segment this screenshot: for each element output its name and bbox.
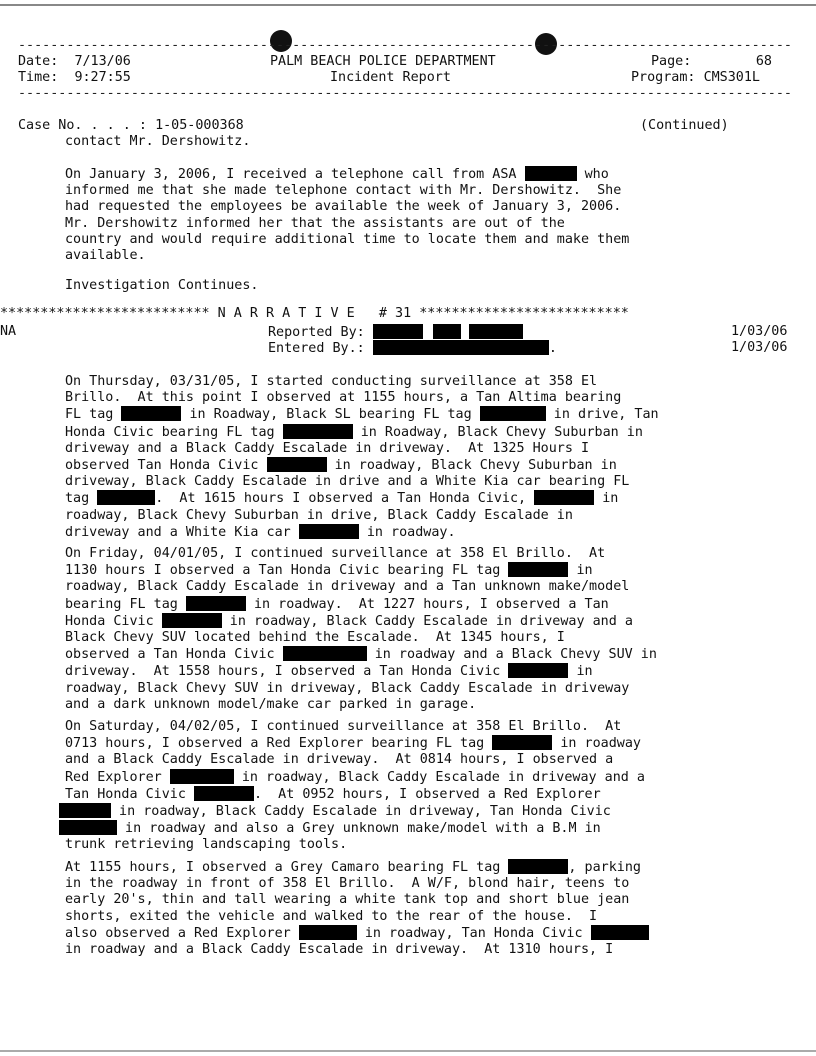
paragraph-friday	[65, 546, 785, 713]
date-row	[18, 54, 131, 70]
redaction	[492, 735, 552, 750]
text: On Saturday, 04/02/05, I continued surveillance at 358 El Brillo. At	[65, 719, 622, 734]
text: roadway, Black Chevy SUV in driveway, Black Caddy Escalade in driveway	[65, 680, 630, 696]
text: roadway, Black Chevy Suburban in drive, Black Caddy Escalade in	[65, 507, 573, 523]
text: Honda Civic	[65, 613, 162, 629]
date-label: Date:	[18, 54, 59, 69]
text: in roadway.	[358, 524, 456, 540]
text: . At 0952 hours, I observed a Red Explorer	[254, 786, 601, 802]
entered-by-period: .	[548, 341, 557, 356]
time-label: Time:	[18, 70, 59, 85]
continued-label: (Continued)	[640, 118, 729, 133]
redaction	[469, 324, 523, 339]
text: in roadway, Black Chevy Suburban in	[326, 458, 617, 474]
redaction	[373, 340, 549, 355]
department-name: PALM BEACH POLICE DEPARTMENT	[270, 54, 496, 69]
text: , parking	[568, 860, 641, 875]
text: who	[576, 167, 609, 182]
text: in roadway, Black Caddy Escalade in driveway and a	[233, 769, 645, 785]
redaction	[433, 324, 461, 339]
redaction	[591, 925, 649, 940]
text: and a dark unknown model/make car parked in garage.	[65, 696, 477, 712]
paragraph-saturday	[65, 719, 785, 854]
time-row	[18, 70, 131, 86]
reported-by-row	[268, 324, 523, 341]
entered-by-row	[268, 340, 557, 357]
case-number: 1-05-000368	[155, 118, 244, 133]
text: informed me that she made telephone contact with Mr. Dershowitz. She	[65, 183, 622, 199]
text: in roadway	[552, 736, 641, 752]
text: Black Chevy SUV located behind the Escalade. At 1345 hours, I	[65, 630, 565, 646]
redaction	[508, 859, 568, 874]
redaction	[194, 786, 254, 801]
text: Red Explorer	[65, 769, 170, 785]
time-value: 9:27:55	[74, 70, 131, 85]
text: in roadway, Tan Honda Civic	[356, 925, 591, 941]
date-value: 7/13/06	[74, 54, 131, 69]
reported-by-label: Reported By:	[268, 325, 365, 340]
redaction	[508, 562, 568, 577]
text: Brillo. At this point I observed at 1155 hours, a Tan Altima bearing	[65, 390, 622, 406]
header-rule-top: ------------------------------------------------------------------------------------------------	[18, 38, 792, 53]
text: in Roadway, Black Chevy Suburban in	[352, 424, 643, 440]
text: in roadway and also a Grey unknown make/model with a B.M in	[117, 821, 601, 837]
redaction	[59, 803, 111, 818]
text: in	[568, 664, 593, 680]
reported-date: 1/03/06	[731, 324, 788, 339]
page-top-edge	[0, 4, 816, 6]
text: At 1155 hours, I observed a Grey Camaro bearing FL tag	[65, 860, 509, 875]
text: observed Tan Honda Civic	[65, 458, 267, 474]
redaction	[534, 490, 594, 505]
redaction	[170, 769, 234, 784]
carryover-line: contact Mr. Dershowitz.	[65, 134, 251, 149]
program-label: Program:	[631, 70, 696, 85]
program-value: CMS301L	[703, 70, 760, 85]
redaction	[283, 424, 353, 439]
text: driveway and a Black Caddy Escalade in driveway. At 1325 Hours I	[65, 440, 590, 456]
text: driveway and a White Kia car	[65, 524, 299, 540]
redaction	[525, 166, 577, 181]
text: in roadway and a Black Chevy SUV in	[366, 647, 657, 663]
page-bottom-edge	[0, 1050, 816, 1052]
case-label: Case No. . . . :	[18, 118, 147, 133]
redaction	[97, 490, 155, 505]
redaction	[508, 663, 568, 678]
text: had requested the employees be available the week of January 3, 2006.	[65, 199, 622, 215]
text: Honda Civic bearing FL tag	[65, 424, 283, 440]
text: country and would require additional time to locate them and make them	[65, 231, 630, 247]
text: driveway, Black Caddy Escalade in drive and a White Kia car bearing FL	[65, 474, 630, 490]
investigation-continues: Investigation Continues.	[65, 278, 259, 293]
text: 0713 hours, I observed a Red Explorer bearing FL tag	[65, 736, 493, 752]
text: roadway, Black Caddy Escalade in driveway and a Tan unknown make/model	[65, 579, 630, 595]
text: FL tag	[65, 407, 122, 423]
text: in	[594, 491, 619, 507]
text: Mr. Dershowitz informed her that the assistants are out of the	[65, 215, 565, 231]
text: 1130 hours I observed a Tan Honda Civic bearing FL tag	[65, 563, 509, 579]
text: early 20's, thin and tall wearing a white tank top and short blue jean	[65, 892, 630, 908]
paragraph-camaro	[65, 859, 785, 958]
text: Tan Honda Civic	[65, 786, 194, 802]
text: tag	[65, 491, 98, 507]
redaction	[480, 406, 546, 421]
redaction	[283, 646, 367, 661]
redaction	[59, 820, 117, 835]
text: On January 3, 2006, I received a telephone call from ASA	[65, 167, 525, 182]
text: in roadway, Black Caddy Escalade in driveway, Tan Honda Civic	[111, 804, 611, 820]
text: observed a Tan Honda Civic	[65, 647, 283, 663]
text: in	[568, 563, 593, 579]
text: On Thursday, 03/31/05, I started conducting surveillance at 358 El	[65, 374, 598, 389]
text: in Roadway, Black SL bearing FL tag	[181, 407, 480, 423]
entered-by-label: Entered By.:	[268, 341, 365, 356]
text: . At 1615 hours I observed a Tan Honda Civic,	[155, 491, 535, 507]
narrative-code: NA	[0, 324, 17, 339]
text: shorts, exited the vehicle and walked to the rear of the house. I	[65, 908, 598, 924]
header-rule-bottom: ------------------------------------------------------------------------------------------------	[18, 86, 792, 101]
page-label: Page:	[651, 54, 692, 69]
text: On Friday, 04/01/05, I continued surveillance at 358 El Brillo. At	[65, 546, 606, 561]
redaction	[299, 524, 359, 539]
narrative-banner: ************************** N A R R A T I V E # 31 **************************	[0, 306, 629, 321]
redaction	[267, 457, 327, 472]
report-title: Incident Report	[330, 70, 451, 85]
text: also observed a Red Explorer	[65, 925, 299, 941]
paragraph-thursday	[65, 374, 785, 541]
text: in roadway and a Black Caddy Escalade in driveway. At 1310 hours, I	[65, 942, 614, 958]
program-row	[631, 70, 760, 86]
redaction	[121, 406, 181, 421]
text: available.	[65, 248, 146, 264]
text: driveway. At 1558 hours, I observed a Tan Honda Civic	[65, 664, 509, 680]
text: trunk retrieving landscaping tools.	[65, 837, 348, 853]
paragraph-asa-call	[65, 166, 785, 264]
page-number: 68	[755, 54, 772, 69]
text: bearing FL tag	[65, 596, 186, 612]
redaction	[162, 613, 222, 628]
text: in drive, Tan	[545, 407, 659, 423]
redaction	[186, 596, 246, 611]
redaction	[373, 324, 423, 339]
text: in the roadway in front of 358 El Brillo. A W/F, blond hair, teens to	[65, 876, 630, 892]
text: in roadway. At 1227 hours, I observed a Tan	[245, 596, 609, 612]
page-row	[651, 54, 772, 70]
case-row	[18, 118, 244, 134]
text: in roadway, Black Caddy Escalade in driveway and a	[221, 613, 633, 629]
entered-date: 1/03/06	[731, 340, 788, 355]
redaction	[299, 925, 357, 940]
text: and a Black Caddy Escalade in driveway. At 0814 hours, I observed a	[65, 752, 614, 768]
